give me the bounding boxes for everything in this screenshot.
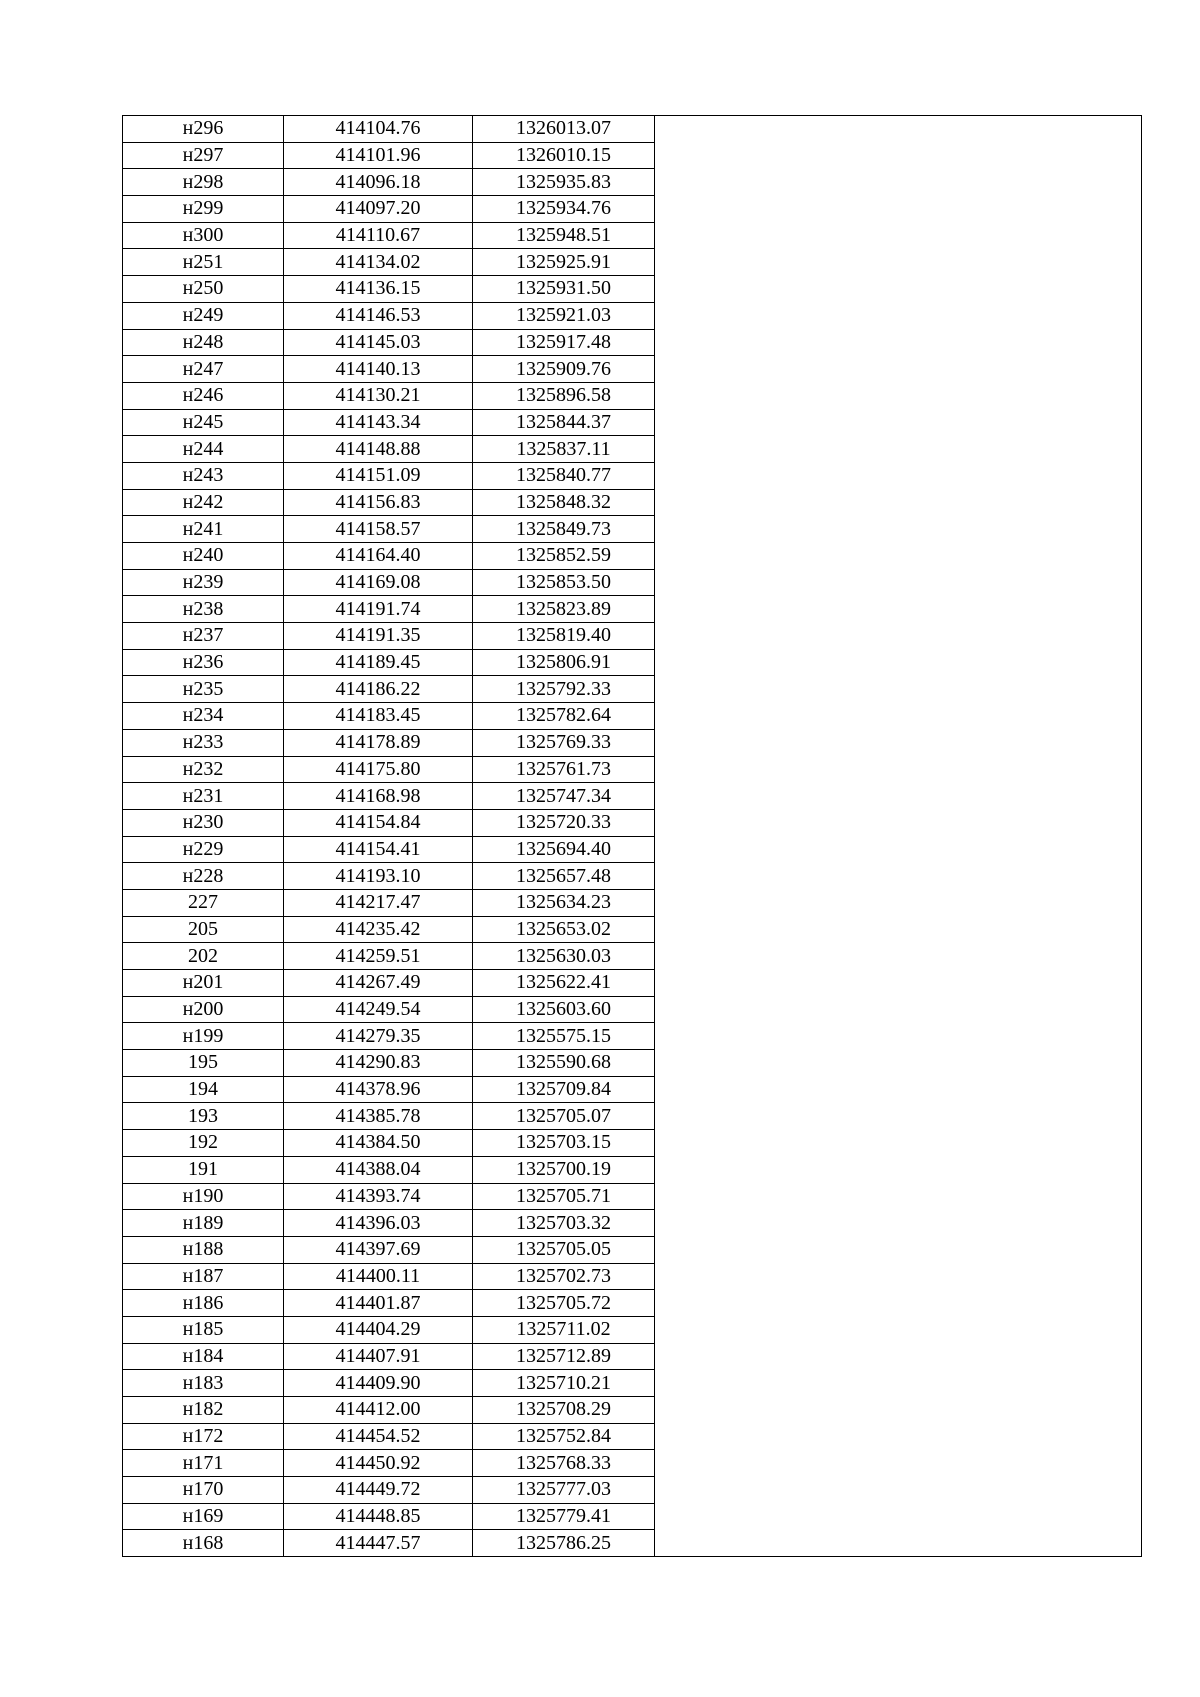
note-cell [655, 1450, 1142, 1477]
note-cell [655, 1023, 1142, 1050]
table-row [123, 623, 1142, 650]
y-coordinate-cell: 1325934.76 [473, 196, 655, 223]
table-row [123, 809, 1142, 836]
point-number-cell: н168 [123, 1530, 284, 1557]
y-coordinate-cell: 1325752.84 [473, 1423, 655, 1450]
y-coordinate-cell: 1325853.50 [473, 569, 655, 596]
x-coordinate-cell: 414096.18 [284, 169, 473, 196]
y-coordinate-cell: 1325909.76 [473, 356, 655, 383]
point-number-cell: н189 [123, 1210, 284, 1237]
y-coordinate-cell: 1325769.33 [473, 729, 655, 756]
table-row [123, 222, 1142, 249]
point-number-cell: н251 [123, 249, 284, 276]
coordinates-table [122, 115, 1142, 1557]
x-coordinate-cell: 414259.51 [284, 943, 473, 970]
point-number-cell: н299 [123, 196, 284, 223]
x-coordinate-cell: 414397.69 [284, 1236, 473, 1263]
y-coordinate-cell: 1325711.02 [473, 1316, 655, 1343]
note-cell [655, 943, 1142, 970]
y-coordinate-cell: 1325634.23 [473, 889, 655, 916]
point-number-cell: н199 [123, 1023, 284, 1050]
y-coordinate-cell: 1325849.73 [473, 516, 655, 543]
table-row [123, 382, 1142, 409]
x-coordinate-cell: 414449.72 [284, 1477, 473, 1504]
y-coordinate-cell: 1325786.25 [473, 1530, 655, 1557]
x-coordinate-cell: 414151.09 [284, 462, 473, 489]
note-cell [655, 142, 1142, 169]
table-row [123, 783, 1142, 810]
coordinates-table-body [123, 116, 1142, 1557]
table-row [123, 970, 1142, 997]
y-coordinate-cell: 1325702.73 [473, 1263, 655, 1290]
point-number-cell: н201 [123, 970, 284, 997]
x-coordinate-cell: 414454.52 [284, 1423, 473, 1450]
point-number-cell: н229 [123, 836, 284, 863]
table-row [123, 703, 1142, 730]
y-coordinate-cell: 1325768.33 [473, 1450, 655, 1477]
point-number-cell: н200 [123, 996, 284, 1023]
point-number-cell: н236 [123, 649, 284, 676]
y-coordinate-cell: 1325703.15 [473, 1130, 655, 1157]
x-coordinate-cell: 414217.47 [284, 889, 473, 916]
point-number-cell: н230 [123, 809, 284, 836]
note-cell [655, 436, 1142, 463]
x-coordinate-cell: 414156.83 [284, 489, 473, 516]
y-coordinate-cell: 1325823.89 [473, 596, 655, 623]
y-coordinate-cell: 1325709.84 [473, 1076, 655, 1103]
note-cell [655, 1343, 1142, 1370]
table-row [123, 169, 1142, 196]
point-number-cell: н185 [123, 1316, 284, 1343]
point-number-cell: н237 [123, 623, 284, 650]
y-coordinate-cell: 1325931.50 [473, 276, 655, 303]
note-cell [655, 382, 1142, 409]
x-coordinate-cell: 414193.10 [284, 863, 473, 890]
y-coordinate-cell: 1325779.41 [473, 1503, 655, 1530]
table-row [123, 1290, 1142, 1317]
point-number-cell: н172 [123, 1423, 284, 1450]
point-number-cell: н248 [123, 329, 284, 356]
x-coordinate-cell: 414140.13 [284, 356, 473, 383]
table-row [123, 516, 1142, 543]
point-number-cell: н246 [123, 382, 284, 409]
x-coordinate-cell: 414158.57 [284, 516, 473, 543]
y-coordinate-cell: 1325948.51 [473, 222, 655, 249]
point-number-cell: н242 [123, 489, 284, 516]
x-coordinate-cell: 414168.98 [284, 783, 473, 810]
x-coordinate-cell: 414384.50 [284, 1130, 473, 1157]
point-number-cell: н247 [123, 356, 284, 383]
x-coordinate-cell: 414447.57 [284, 1530, 473, 1557]
x-coordinate-cell: 414191.74 [284, 596, 473, 623]
note-cell [655, 809, 1142, 836]
point-number-cell: н297 [123, 142, 284, 169]
note-cell [655, 356, 1142, 383]
x-coordinate-cell: 414385.78 [284, 1103, 473, 1130]
y-coordinate-cell: 1326010.15 [473, 142, 655, 169]
y-coordinate-cell: 1325844.37 [473, 409, 655, 436]
note-cell [655, 1530, 1142, 1557]
y-coordinate-cell: 1325848.32 [473, 489, 655, 516]
x-coordinate-cell: 414249.54 [284, 996, 473, 1023]
x-coordinate-cell: 414097.20 [284, 196, 473, 223]
note-cell [655, 329, 1142, 356]
point-number-cell: 192 [123, 1130, 284, 1157]
note-cell [655, 1183, 1142, 1210]
point-number-cell: н232 [123, 756, 284, 783]
table-row [123, 196, 1142, 223]
note-cell [655, 783, 1142, 810]
x-coordinate-cell: 414130.21 [284, 382, 473, 409]
point-number-cell: н249 [123, 302, 284, 329]
point-number-cell: н187 [123, 1263, 284, 1290]
note-cell [655, 1236, 1142, 1263]
table-row [123, 329, 1142, 356]
point-number-cell: н184 [123, 1343, 284, 1370]
x-coordinate-cell: 414186.22 [284, 676, 473, 703]
note-cell [655, 169, 1142, 196]
point-number-cell: н186 [123, 1290, 284, 1317]
note-cell [655, 302, 1142, 329]
point-number-cell: н250 [123, 276, 284, 303]
x-coordinate-cell: 414404.29 [284, 1316, 473, 1343]
table-row [123, 1183, 1142, 1210]
y-coordinate-cell: 1325590.68 [473, 1050, 655, 1077]
note-cell [655, 703, 1142, 730]
x-coordinate-cell: 414183.45 [284, 703, 473, 730]
x-coordinate-cell: 414450.92 [284, 1450, 473, 1477]
x-coordinate-cell: 414134.02 [284, 249, 473, 276]
y-coordinate-cell: 1325917.48 [473, 329, 655, 356]
y-coordinate-cell: 1325694.40 [473, 836, 655, 863]
y-coordinate-cell: 1325712.89 [473, 1343, 655, 1370]
point-number-cell: н234 [123, 703, 284, 730]
table-row [123, 1316, 1142, 1343]
table-row [123, 462, 1142, 489]
x-coordinate-cell: 414110.67 [284, 222, 473, 249]
note-cell [655, 569, 1142, 596]
x-coordinate-cell: 414189.45 [284, 649, 473, 676]
x-coordinate-cell: 414145.03 [284, 329, 473, 356]
point-number-cell: н298 [123, 169, 284, 196]
note-cell [655, 1397, 1142, 1424]
table-row [123, 1397, 1142, 1424]
note-cell [655, 543, 1142, 570]
table-row [123, 1263, 1142, 1290]
y-coordinate-cell: 1325777.03 [473, 1477, 655, 1504]
table-row [123, 889, 1142, 916]
x-coordinate-cell: 414101.96 [284, 142, 473, 169]
note-cell [655, 1210, 1142, 1237]
point-number-cell: н296 [123, 116, 284, 143]
table-row [123, 116, 1142, 143]
y-coordinate-cell: 1325792.33 [473, 676, 655, 703]
point-number-cell: н233 [123, 729, 284, 756]
table-row [123, 276, 1142, 303]
note-cell [655, 1103, 1142, 1130]
table-row [123, 1103, 1142, 1130]
x-coordinate-cell: 414290.83 [284, 1050, 473, 1077]
point-number-cell: н238 [123, 596, 284, 623]
note-cell [655, 116, 1142, 143]
point-number-cell: 191 [123, 1156, 284, 1183]
x-coordinate-cell: 414279.35 [284, 1023, 473, 1050]
point-number-cell: н170 [123, 1477, 284, 1504]
table-row [123, 1156, 1142, 1183]
y-coordinate-cell: 1325705.71 [473, 1183, 655, 1210]
table-row [123, 1477, 1142, 1504]
point-number-cell: н169 [123, 1503, 284, 1530]
table-row [123, 1050, 1142, 1077]
note-cell [655, 1316, 1142, 1343]
x-coordinate-cell: 414154.84 [284, 809, 473, 836]
note-cell [655, 970, 1142, 997]
note-cell [655, 889, 1142, 916]
table-row [123, 916, 1142, 943]
note-cell [655, 276, 1142, 303]
table-row [123, 1076, 1142, 1103]
note-cell [655, 462, 1142, 489]
y-coordinate-cell: 1325819.40 [473, 623, 655, 650]
table-row [123, 569, 1142, 596]
note-cell [655, 1050, 1142, 1077]
x-coordinate-cell: 414191.35 [284, 623, 473, 650]
note-cell [655, 1370, 1142, 1397]
y-coordinate-cell: 1325710.21 [473, 1370, 655, 1397]
x-coordinate-cell: 414396.03 [284, 1210, 473, 1237]
y-coordinate-cell: 1325657.48 [473, 863, 655, 890]
point-number-cell: н182 [123, 1397, 284, 1424]
y-coordinate-cell: 1325921.03 [473, 302, 655, 329]
y-coordinate-cell: 1325705.72 [473, 1290, 655, 1317]
y-coordinate-cell: 1325622.41 [473, 970, 655, 997]
table-row [123, 996, 1142, 1023]
table-row [123, 489, 1142, 516]
x-coordinate-cell: 414146.53 [284, 302, 473, 329]
note-cell [655, 222, 1142, 249]
x-coordinate-cell: 414409.90 [284, 1370, 473, 1397]
point-number-cell: н243 [123, 462, 284, 489]
y-coordinate-cell: 1325840.77 [473, 462, 655, 489]
y-coordinate-cell: 1325720.33 [473, 809, 655, 836]
table-row [123, 1130, 1142, 1157]
x-coordinate-cell: 414378.96 [284, 1076, 473, 1103]
y-coordinate-cell: 1325630.03 [473, 943, 655, 970]
y-coordinate-cell: 1325703.32 [473, 1210, 655, 1237]
table-row [123, 1370, 1142, 1397]
point-number-cell: н183 [123, 1370, 284, 1397]
x-coordinate-cell: 414235.42 [284, 916, 473, 943]
table-row [123, 249, 1142, 276]
x-coordinate-cell: 414148.88 [284, 436, 473, 463]
note-cell [655, 1156, 1142, 1183]
point-number-cell: н188 [123, 1236, 284, 1263]
table-row [123, 142, 1142, 169]
point-number-cell: 205 [123, 916, 284, 943]
table-row [123, 943, 1142, 970]
x-coordinate-cell: 414267.49 [284, 970, 473, 997]
note-cell [655, 596, 1142, 623]
table-row [123, 1503, 1142, 1530]
table-row [123, 1343, 1142, 1370]
table-row [123, 1236, 1142, 1263]
point-number-cell: 202 [123, 943, 284, 970]
table-row [123, 436, 1142, 463]
note-cell [655, 1503, 1142, 1530]
table-row [123, 302, 1142, 329]
point-number-cell: н235 [123, 676, 284, 703]
note-cell [655, 1290, 1142, 1317]
table-row [123, 1423, 1142, 1450]
note-cell [655, 489, 1142, 516]
y-coordinate-cell: 1325837.11 [473, 436, 655, 463]
note-cell [655, 863, 1142, 890]
note-cell [655, 756, 1142, 783]
y-coordinate-cell: 1325705.07 [473, 1103, 655, 1130]
x-coordinate-cell: 414136.15 [284, 276, 473, 303]
note-cell [655, 1130, 1142, 1157]
x-coordinate-cell: 414164.40 [284, 543, 473, 570]
x-coordinate-cell: 414393.74 [284, 1183, 473, 1210]
point-number-cell: н171 [123, 1450, 284, 1477]
table-row [123, 1530, 1142, 1557]
note-cell [655, 623, 1142, 650]
x-coordinate-cell: 414169.08 [284, 569, 473, 596]
y-coordinate-cell: 1325896.58 [473, 382, 655, 409]
y-coordinate-cell: 1326013.07 [473, 116, 655, 143]
note-cell [655, 676, 1142, 703]
table-row [123, 1450, 1142, 1477]
point-number-cell: н245 [123, 409, 284, 436]
y-coordinate-cell: 1325747.34 [473, 783, 655, 810]
table-row [123, 543, 1142, 570]
table-row [123, 863, 1142, 890]
x-coordinate-cell: 414143.34 [284, 409, 473, 436]
note-cell [655, 996, 1142, 1023]
table-row [123, 596, 1142, 623]
note-cell [655, 409, 1142, 436]
point-number-cell: н228 [123, 863, 284, 890]
y-coordinate-cell: 1325603.60 [473, 996, 655, 1023]
point-number-cell: н190 [123, 1183, 284, 1210]
note-cell [655, 516, 1142, 543]
point-number-cell: 193 [123, 1103, 284, 1130]
x-coordinate-cell: 414407.91 [284, 1343, 473, 1370]
y-coordinate-cell: 1325705.05 [473, 1236, 655, 1263]
y-coordinate-cell: 1325925.91 [473, 249, 655, 276]
note-cell [655, 729, 1142, 756]
x-coordinate-cell: 414154.41 [284, 836, 473, 863]
x-coordinate-cell: 414401.87 [284, 1290, 473, 1317]
x-coordinate-cell: 414175.80 [284, 756, 473, 783]
table-row [123, 1023, 1142, 1050]
point-number-cell: н241 [123, 516, 284, 543]
y-coordinate-cell: 1325806.91 [473, 649, 655, 676]
table-row [123, 649, 1142, 676]
note-cell [655, 1263, 1142, 1290]
y-coordinate-cell: 1325700.19 [473, 1156, 655, 1183]
note-cell [655, 1477, 1142, 1504]
table-row [123, 729, 1142, 756]
table-row [123, 409, 1142, 436]
y-coordinate-cell: 1325782.64 [473, 703, 655, 730]
note-cell [655, 649, 1142, 676]
table-row [123, 1210, 1142, 1237]
y-coordinate-cell: 1325852.59 [473, 543, 655, 570]
y-coordinate-cell: 1325653.02 [473, 916, 655, 943]
x-coordinate-cell: 414104.76 [284, 116, 473, 143]
point-number-cell: н240 [123, 543, 284, 570]
x-coordinate-cell: 414448.85 [284, 1503, 473, 1530]
point-number-cell: н244 [123, 436, 284, 463]
note-cell [655, 916, 1142, 943]
y-coordinate-cell: 1325575.15 [473, 1023, 655, 1050]
note-cell [655, 1423, 1142, 1450]
note-cell [655, 196, 1142, 223]
note-cell [655, 249, 1142, 276]
point-number-cell: н239 [123, 569, 284, 596]
x-coordinate-cell: 414412.00 [284, 1397, 473, 1424]
table-row [123, 836, 1142, 863]
point-number-cell: 227 [123, 889, 284, 916]
point-number-cell: 195 [123, 1050, 284, 1077]
x-coordinate-cell: 414400.11 [284, 1263, 473, 1290]
point-number-cell: н300 [123, 222, 284, 249]
table-row [123, 356, 1142, 383]
y-coordinate-cell: 1325708.29 [473, 1397, 655, 1424]
point-number-cell: 194 [123, 1076, 284, 1103]
point-number-cell: н231 [123, 783, 284, 810]
note-cell [655, 1076, 1142, 1103]
note-cell [655, 836, 1142, 863]
x-coordinate-cell: 414388.04 [284, 1156, 473, 1183]
table-row [123, 676, 1142, 703]
y-coordinate-cell: 1325761.73 [473, 756, 655, 783]
x-coordinate-cell: 414178.89 [284, 729, 473, 756]
y-coordinate-cell: 1325935.83 [473, 169, 655, 196]
table-row [123, 756, 1142, 783]
